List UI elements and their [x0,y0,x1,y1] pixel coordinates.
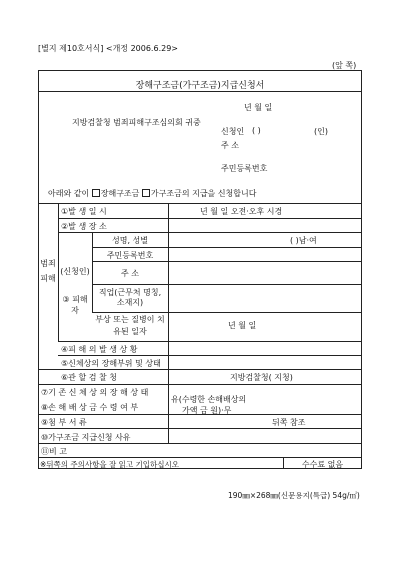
request-prefix: 아래와 같이 [48,189,90,198]
table-top-line [38,203,362,204]
address-label: 주 소 [221,141,239,150]
applicant-name-paren[interactable]: ( ) [252,126,261,135]
application-date: 년 월 일 [244,103,273,112]
row-line [58,232,362,233]
cure-date-label: 부상 또는 질병이 치유된 일자 [95,315,165,336]
jurisdiction-value[interactable]: 지방검찰청( 지청) [230,373,293,382]
occurrence-datetime-label: ①발 생 일 시 [61,207,107,216]
rrn-label: 주민등록번호 [221,164,268,173]
remarks-label: ⑪비 고 [41,447,67,456]
victim-rrn-label: 주민등록번호 [106,251,154,260]
victim-address-label: 주 소 [121,269,139,278]
paper-spec: 190㎜×268㎜(신문용지(특급) 54g/㎡) [228,491,360,500]
row-line [92,312,362,313]
row-line [38,369,362,370]
jurisdiction-label: ⑥관 할 검 찰 청 [61,373,117,382]
row-line [58,355,362,356]
cure-date-value[interactable]: 년 월 일 [228,321,257,330]
damage-situation-label: ④피 해 의 발 생 상 황 [61,345,138,354]
attachments-value: 뒤쪽 참조 [272,418,306,427]
victim-side-label: ③ 피해 자 [62,295,88,315]
existing-disability-label: ⑦기 존 신 체 상 의 장 해 상 태 [41,388,149,397]
form-title: 장해구조금(가구조금)지급신청서 [135,81,265,91]
damages-received-value-line1[interactable]: 유(수령한 손해배상의 [171,395,247,404]
seal-mark: (인) [314,127,328,136]
form-number: [별지 제10호서식] <개정 2006.6.29> [38,44,178,53]
title-divider [38,91,362,92]
occurrence-place-label: ②발 생 장 소 [61,222,107,231]
row-line [38,457,362,458]
option-checkbox-provisional[interactable] [142,189,150,197]
side-column-line [58,203,59,341]
damages-received-label: ⑧손 해 배 상 금 수 령 여 부 [41,403,139,412]
fee-label: 수수료 없음 [301,460,344,469]
page-side-label: (앞 쪽) [332,61,357,70]
row-line [92,261,362,262]
notice-text: ※뒤쪽의 주의사항을 잘 읽고 기입하십시오 [40,460,179,469]
row-line [38,384,362,385]
option-disability-label: 장해구조금 [100,189,140,198]
row-line [38,428,362,429]
row-line [58,218,362,219]
name-sex-value[interactable]: ( )남·여 [290,236,317,245]
option-provisional-label: 가구조금의 지급을 신청합니다 [150,189,257,198]
crime-damage-side-label: 범죄피해 [40,259,56,283]
attachments-label: ⑨첨 부 서 류 [41,418,87,427]
applicant-side-label: (신청인) [60,267,90,276]
injury-state-label: ⑤신체상의 장해부위 및 상태 [61,359,161,368]
row-line [38,443,362,444]
row-line [92,284,362,285]
name-sex-label: 성명, 성별 [112,236,148,245]
committee-addressee: 지방검찰청 범죄피해구조심의회 귀중 [72,118,201,127]
applicant-label: 신청인 [221,127,245,136]
provisional-reason-label: ⑩가구조금 지급신청 사유 [41,433,131,442]
request-statement [48,188,256,199]
damages-received-value-line2[interactable]: 가액 금 원)·무 [182,406,232,415]
row-line [58,341,362,342]
option-checkbox-disability[interactable] [92,189,100,197]
row-line [92,247,362,248]
job-label: 직업(근무처 명칭, 소재지) [98,288,162,307]
occurrence-datetime-value[interactable]: 년 월 일 오전·오후 시경 [200,207,283,216]
label-value-divider [168,203,169,443]
